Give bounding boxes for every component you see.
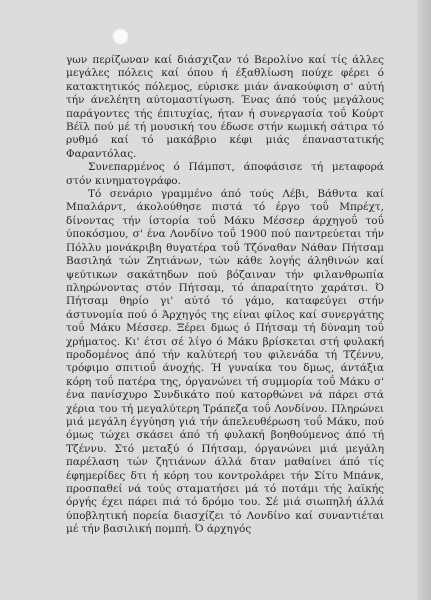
paragraph-screenplay: Τό σενάριο γραμμένο άπό τούς Λέβι, Βάθντα καί Μπαλάρντ, άκολούθησε πιστά τό έργο τοΰ Μπρέχτ, δίνοντας τήν ίστορία τοΰ Μάκυ Μέσσερ άρχηγοΰ τοΰ ύποκόσμου, σ' ένα Λονδίνο τοΰ 1900 πού παντρεύεται τήν Πόλλυ μονάκριβη θυγατέρα τοΰ Τζόναθαν Νάθαν Πήτσαμ Βασιληά τών Ζητιάνων, τών κάθε λογής άληθινών καί ψεύτικων σακάτηδων πού βόζαιναν τήν φιλανθρωπία πληρώνοντας στόν Πήτσαμ, τό άπαραίτητο χαράτσι. Ό Πήτσαμ θηρίο γι' αύτό τό γάμο, καταφεύγει στήν άστυνομία πού ό Άρχηγός της είναι φίλος καί συνεργάτης τοΰ Μάκυ Μέσσερ. Ξέρει δμως ό Πήτσαμ τή δύναμη τοΰ χρήματος. Κι' έτσι σέ λίγο ό Μάκυ βρίσκεται στή φυλακή προδομένος άπό τήν καλύτερή του φιλενάδα τή Τζέννυ, τρόφιμο σπιτιοΰ άνοχής. Ή γυναίκα του δμως, άντάξια κόρη τοΰ πατέρα της, όργανώνει τή συμμορία τοΰ Μάκυ σ' ένα πανίσχυρο Συνδικάτο πού κατορθώνει νά πάρει στά χέρια του τή μεγαλύτερη Τράπεζα τοΰ Λονδίνου. Πληρώνει μιά μεγάλη έγγύηση γιά τήν άπελευθέρωση τοΰ Μάκυ, πού όμως τώχει σκάσει άπό τή φυλακή βοηθούμενος άπό τή Τζέννυ. Στό μεταξύ ό Πήτσαμ, όργανώνει μιά μεγάλη παρέλαση τών ζητιάνων άλλά δταν μαθαίνει άπό τίς έφημερίδες δτι ή κόρη του κοντρολάρει τήν Σίτυ Μπάνκ, προσπαθεί νά τούς σταματήσει μά τό ποτάμι τής λαϊκής όργής έχει πάρει πιά τό δρόμο του. Σέ μιά σιωπηλή άλλά ύποβλητική πορεία διασχίζει τό Λονδίνο καί συναντιέται μέ τήν βασιλική πομπή. Ό άρχηγός [66,188,384,536]
paragraph-continuation: γων περίζωναν καί διάσχιζαν τό Βερολίνο καί τίς άλλες μεγάλες πόλεις καί όπου ή έξαθλίωση πούχε φέρει ό κατακτητικός πόλεμος, εύρισκε μιάν άνακούφιση σ' αύτή τήν άνελέητη αύτομαστίγωση. Ένας άπό τούς μεγάλους παράγοντες τής έπιτυχίας, ήταν ή συνεργασία τοΰ Κούρτ Βέϊλ πού μέ τή μουσική του έδωσε στήν κωμική σάτιρα τό ρυθμό καί τό μακάβριο κέφι μιάς έπαναστατικής Φαραντόλας. [66,54,384,160]
page-edge-shadow [417,0,431,600]
punch-hole [112,28,129,45]
paragraph-pabst-decision: Συνεπαρμένος ό Πάμπστ, άποφάσισε τή μεταφορά στόν κινηματογράφο. [66,161,384,187]
page-body-text [66,54,384,537]
